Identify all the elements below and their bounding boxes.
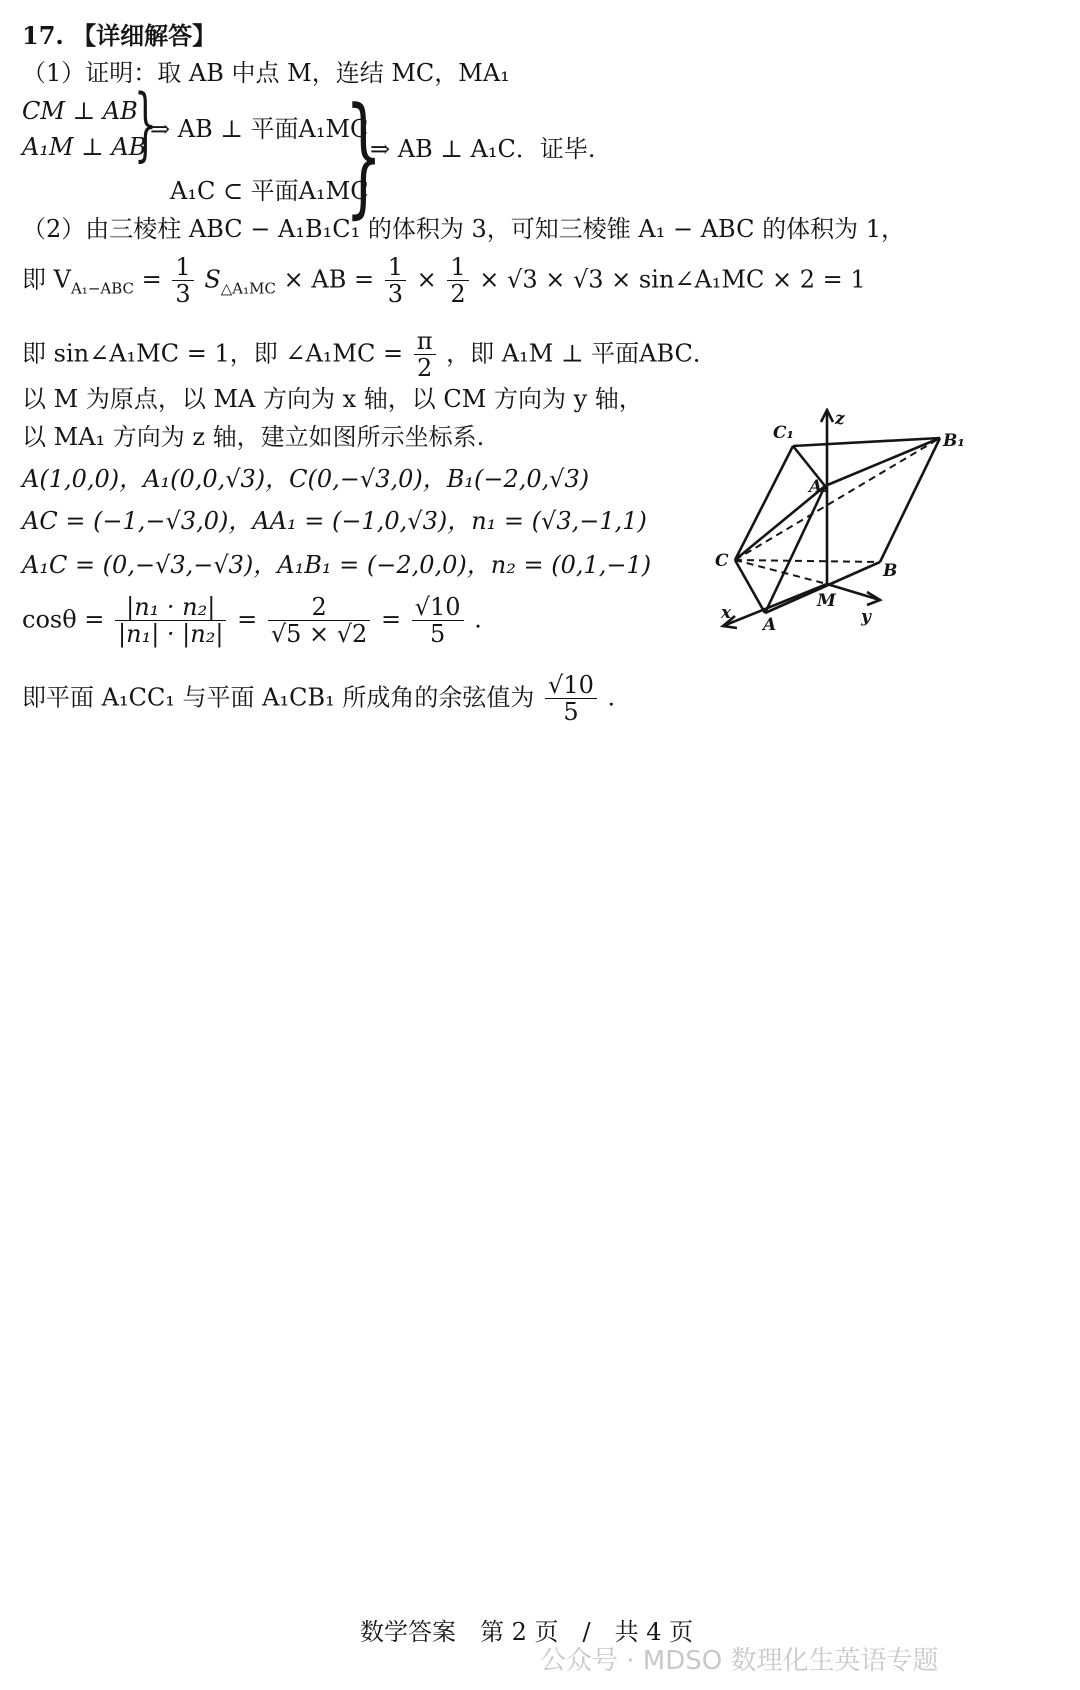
label-z: z	[835, 409, 845, 429]
edge-b1-b	[880, 438, 940, 562]
part2-axis-setup-1: 以 M 为原点，以 MA 方向为 x 轴，以 CM 方向为 y 轴，	[22, 385, 643, 413]
section-title: 【详细解答】	[72, 21, 217, 50]
edge-c-a1	[735, 486, 825, 560]
part2-axis-setup-2: 以 MA₁ 方向为 z 轴，建立如图所示坐标系.	[22, 423, 485, 451]
label-b: B	[883, 561, 898, 581]
part1-result: ⇒ AB ⊥ A₁C．证毕.	[370, 135, 596, 163]
label-x: x	[721, 603, 732, 623]
coordinates-line: A(1,0,0)，A₁(0,0,√3)，C(0,−√3,0)，B₁(−2,0,√3)	[22, 465, 590, 493]
cos-fraction-1: $\frac{\text{|n₁ · n₂|}}{\text{|n₁| · |n₂|}}$	[115, 594, 226, 648]
problem-header	[22, 22, 216, 50]
prism-figure	[715, 408, 1015, 668]
watermark: 公众号 · MDSO 数理化生英语专题	[540, 1646, 939, 1676]
edge-c-b-hidden	[735, 560, 880, 562]
fraction-one-half: $\frac{1}{2}$	[447, 254, 468, 308]
label-b1: B₁	[943, 431, 965, 451]
part1-condition-3: A₁C ⊂ 平面A₁MC	[170, 177, 369, 205]
fraction-one-third-b: $\frac{1}{3}$	[385, 254, 406, 308]
fraction-pi-half: $\frac{\pi}{2}$	[414, 328, 436, 382]
label-y: y	[861, 607, 871, 627]
part1-condition-1: CM ⊥ AB	[22, 97, 138, 125]
cosine-equation: cosθ = $\frac{\text{|n₁ · n₂|}}{\text{|n₁| · |n₂|}}$ = $\frac{2}{√5 \times √2}$ = $\frac{√10}{5}$ .	[22, 593, 482, 649]
edge-c1-b1	[793, 438, 940, 446]
part2-volume-equation: 即 $V_{A_1-ABC}$ = $\frac{1}{3}$ $S_{\triangle A_1MC}$ × AB = $\frac{1}{3}$ × $\frac{1}{2}$ × √3 × √3 × sin∠A₁MC × 2 = 1	[22, 253, 866, 309]
cos-fraction-2: $\frac{2}{√5 \times √2}$	[268, 594, 371, 648]
vectors-line-2: A₁C = (0,−√3,−√3)，A₁B₁ = (−2,0,0)，n₂ = (0,1,−1)	[22, 551, 652, 579]
label-c: C	[715, 551, 729, 571]
final-fraction: $\frac{√10}{5}$	[545, 672, 597, 726]
label-a1: A₁	[809, 477, 830, 497]
label-a: A	[763, 615, 777, 635]
edge-a1-b1	[825, 438, 940, 486]
vectors-line-1: AC = (−1,−√3,0)，AA₁ = (−1,0,√3)，n₁ = (√3,−1,1)	[22, 507, 647, 535]
part1-condition-2: A₁M ⊥ AB	[22, 133, 147, 161]
left-brace: }	[134, 77, 157, 170]
part2-angle-line: 即 sin∠A₁MC = 1，即 ∠A₁MC = $\frac{\pi}{2}$ ，即 A₁M ⊥ 平面ABC．	[22, 327, 717, 383]
edge-c-a	[735, 560, 765, 613]
final-answer: 即平面 A₁CC₁ 与平面 A₁CB₁ 所成角的余弦值为 $\frac{√10}{5}$ .	[22, 671, 616, 727]
edge-c1-c	[735, 446, 793, 560]
edge-a1-a	[765, 486, 825, 613]
right-brace: }	[345, 79, 383, 231]
page-footer: 数学答案 第 2 页 / 共 4 页	[360, 1618, 694, 1646]
cos-fraction-3: $\frac{√10}{5}$	[412, 594, 464, 648]
label-c1: C₁	[773, 423, 794, 443]
problem-number: 17.	[22, 21, 64, 50]
label-m: M	[817, 591, 836, 611]
part1-mid: ⇒ AB ⊥ 平面A₁MC	[150, 115, 369, 143]
part2-line1: （2）由三棱柱 ABC − A₁B₁C₁ 的体积为 3，可知三棱锥 A₁ − ABC 的体积为 1，	[22, 215, 906, 243]
part1-intro: （1）证明：取 AB 中点 M，连结 MC，MA₁	[22, 59, 510, 87]
fraction-one-third: $\frac{1}{3}$	[172, 254, 193, 308]
